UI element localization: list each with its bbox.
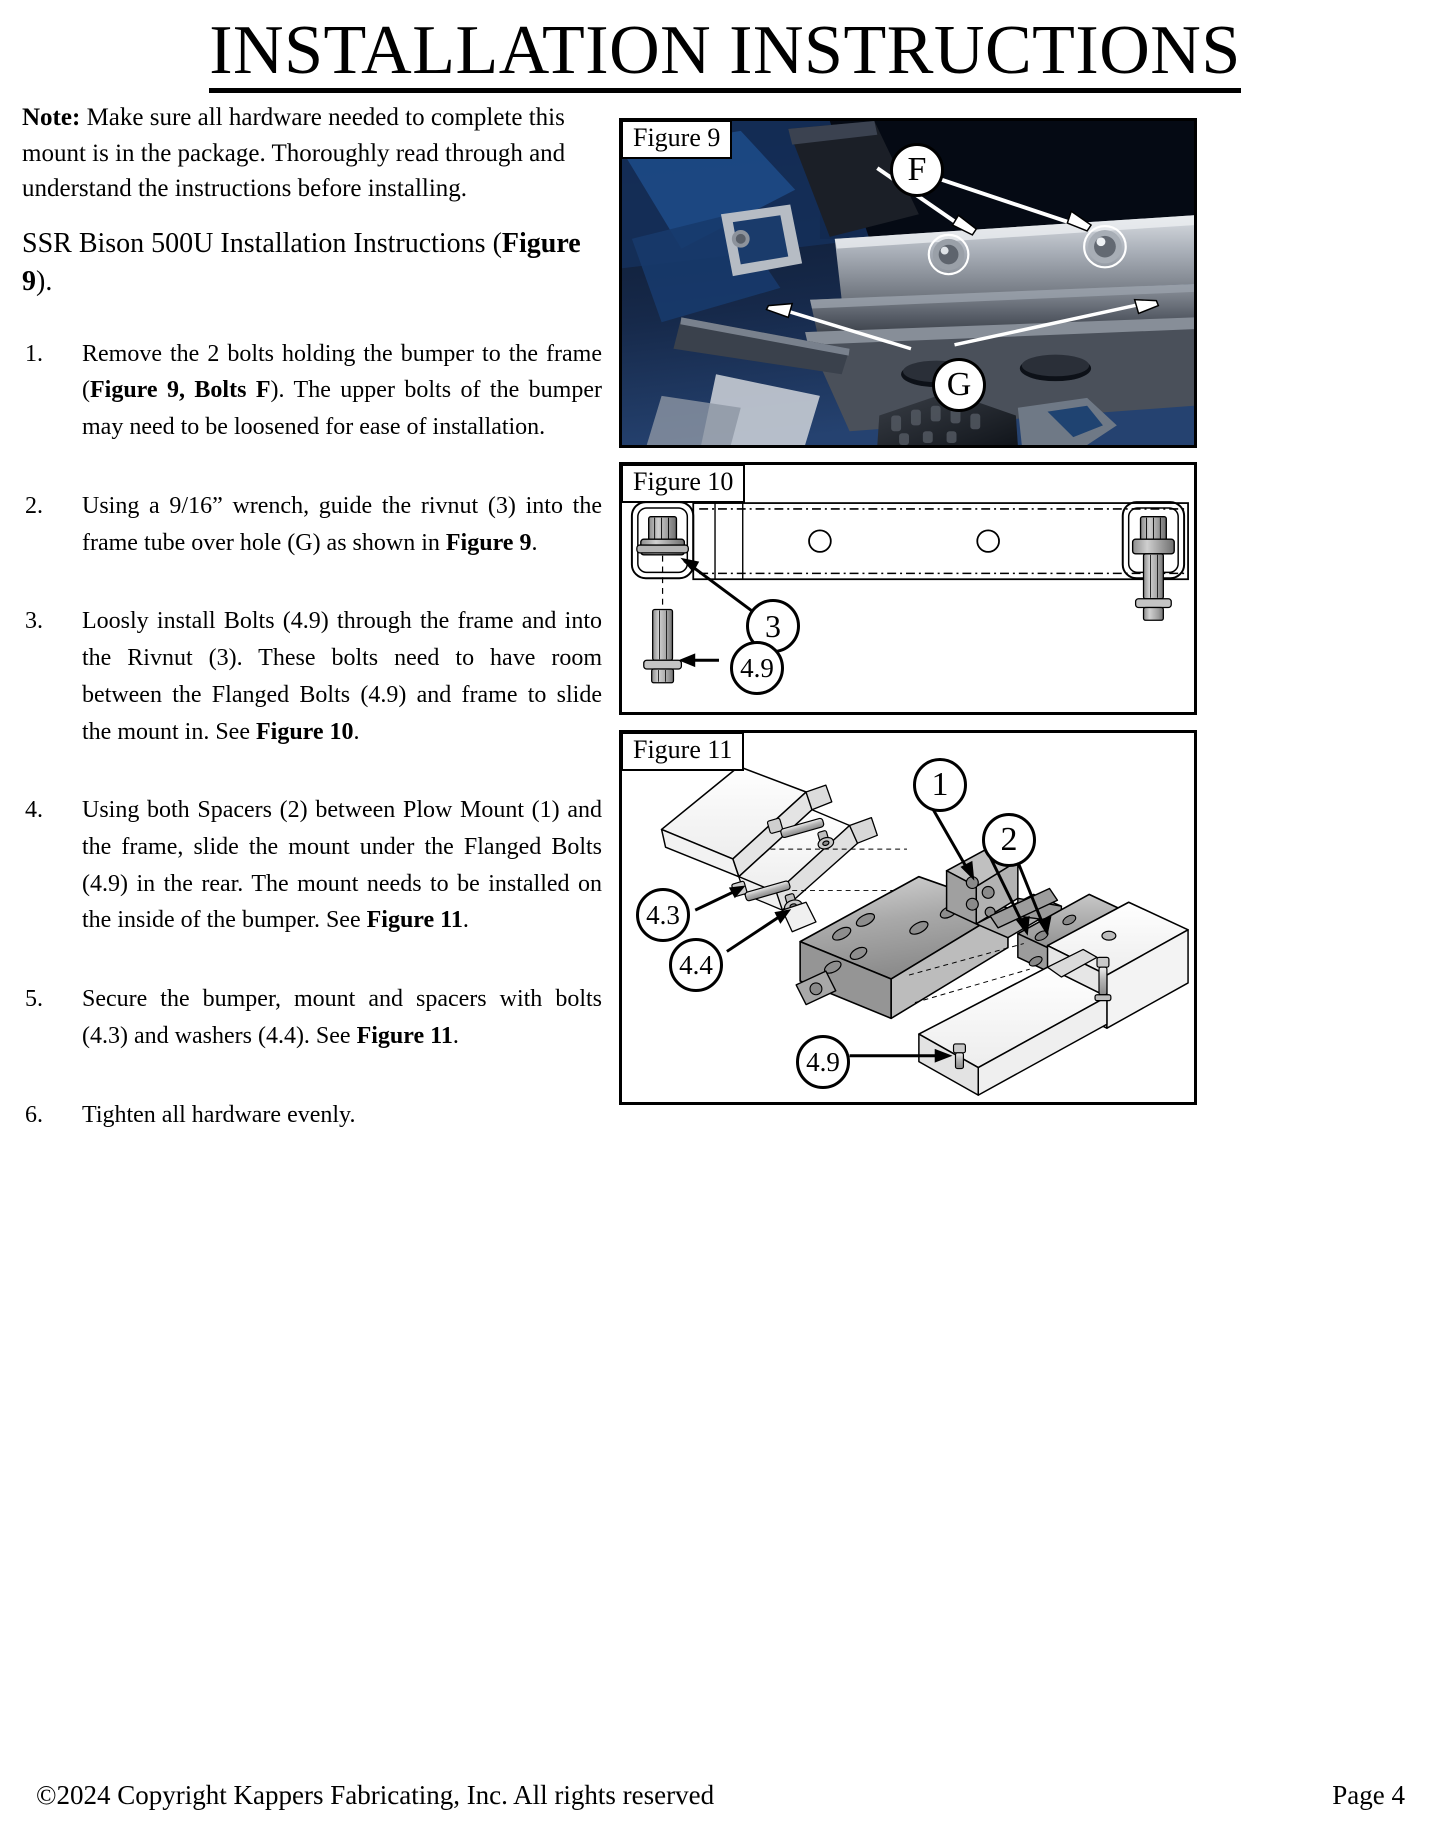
step-text: [82, 797, 602, 933]
step-text-emphasis: Figure 9, Bolts F: [90, 377, 271, 404]
step-text-run: ). The upper bolts of the bumper may need to be loosened for ease of installation.: [82, 377, 602, 441]
step-item: [22, 1097, 602, 1134]
step-text-run: .: [462, 907, 469, 934]
figure-11-callout-4-4: [669, 938, 723, 992]
note-label: Note:: [22, 104, 81, 131]
figure-10-callout-4-9: [730, 641, 784, 695]
callout-text: 4.4: [679, 949, 713, 980]
page-title-wrap: [75, 12, 1375, 93]
callout-text: 3: [765, 608, 781, 644]
callout-text: 1: [931, 766, 949, 803]
step-text-run: Loosly install Bolts (4.9) through the frame and into the Rivnut (3). These bolts need to have room between the Flanged Bolts (4.9) and frame to slide the mount in. See: [82, 608, 602, 745]
step-text: [82, 608, 602, 744]
callout-text: G: [946, 366, 972, 403]
figure-11-label: Figure 11: [621, 732, 744, 771]
figure-11-callout-4-9: [796, 1035, 850, 1089]
note-paragraph: [22, 100, 602, 207]
step-number: 6.: [25, 1101, 43, 1128]
footer-page-number: Page 4: [1332, 1780, 1405, 1810]
step-text-emphasis: Figure 10: [255, 718, 354, 745]
step-number: 4.: [25, 797, 43, 824]
subheading-trail: ).: [36, 266, 53, 298]
step-text-emphasis: Figure 11: [356, 1022, 453, 1049]
step-item: [22, 336, 602, 446]
figure-11-callout-1: [913, 758, 967, 812]
step-text-run: Secure the bumper, mount and spacers with bolts (4.3) and washers (4.4). See: [82, 986, 602, 1049]
step-item: [22, 981, 602, 1054]
step-item: [22, 488, 602, 561]
figure-9-label: Figure 9: [621, 120, 732, 159]
step-item: [22, 792, 602, 939]
page-title: INSTALLATION INSTRUCTIONS: [209, 16, 1241, 93]
figure-11-callout-4-3: [636, 888, 690, 942]
step-item: [22, 603, 602, 750]
step-text-run: Using both Spacers (2) between Plow Mount (1) and the frame, slide the mount under the Flanged Bolts (4.9) in the rear. The mount needs to be installed on the inside of the bumper. See: [82, 797, 602, 934]
subheading-lead: SSR Bison 500U Installation Instructions (: [22, 227, 502, 259]
step-number: 2.: [25, 492, 43, 519]
step-number: 3.: [25, 608, 43, 635]
step-text: [82, 986, 602, 1049]
callout-text: 4.9: [806, 1046, 840, 1077]
figure-11-image: [622, 733, 1194, 1102]
figure-9-callout-F: [890, 143, 944, 197]
figure-10-panel: [619, 462, 1197, 715]
page-footer: [0, 1780, 1445, 1820]
step-text-run: .: [353, 718, 360, 745]
callout-text: 2: [1000, 821, 1018, 858]
footer-copyright: ©2024 Copyright Kappers Fabricating, Inc. All rights reserved: [36, 1780, 715, 1810]
callout-text: F: [907, 151, 927, 188]
step-text-emphasis: Figure 9: [445, 529, 532, 556]
step-text-run: .: [531, 529, 538, 556]
step-text-run: Tighten all hardware evenly.: [82, 1101, 356, 1128]
subheading-figure-ref: Figure 9: [22, 227, 581, 298]
callout-text: 4.9: [740, 652, 774, 683]
step-number: 1.: [25, 340, 43, 367]
steps-list: [22, 336, 602, 1134]
step-text-run: Using a 9/16” wrench, guide the rivnut (3) into the frame tube over hole (G) as shown in: [82, 492, 602, 556]
figure-11-panel: [619, 730, 1197, 1105]
step-number: 5.: [25, 986, 43, 1013]
step-text-run: Remove the 2 bolts holding the bumper to the frame (: [82, 340, 602, 404]
figure-9-panel: [619, 118, 1197, 448]
figure-11-callout-2: [982, 813, 1036, 867]
callout-text: 4.3: [646, 899, 680, 930]
step-text: [82, 341, 602, 440]
section-subheading: [22, 225, 602, 302]
step-text-emphasis: Figure 11: [366, 907, 463, 934]
figure-9-callout-G: [932, 358, 986, 412]
step-text: [82, 493, 602, 556]
figure-10-label: Figure 10: [621, 464, 745, 503]
step-text: [82, 1102, 355, 1128]
note-text: Make sure all hardware needed to complete this mount is in the package. Thoroughly read through and understand the instructions before installing.: [22, 104, 566, 202]
instructions-column: [22, 100, 602, 1175]
step-text-run: .: [452, 1022, 459, 1049]
